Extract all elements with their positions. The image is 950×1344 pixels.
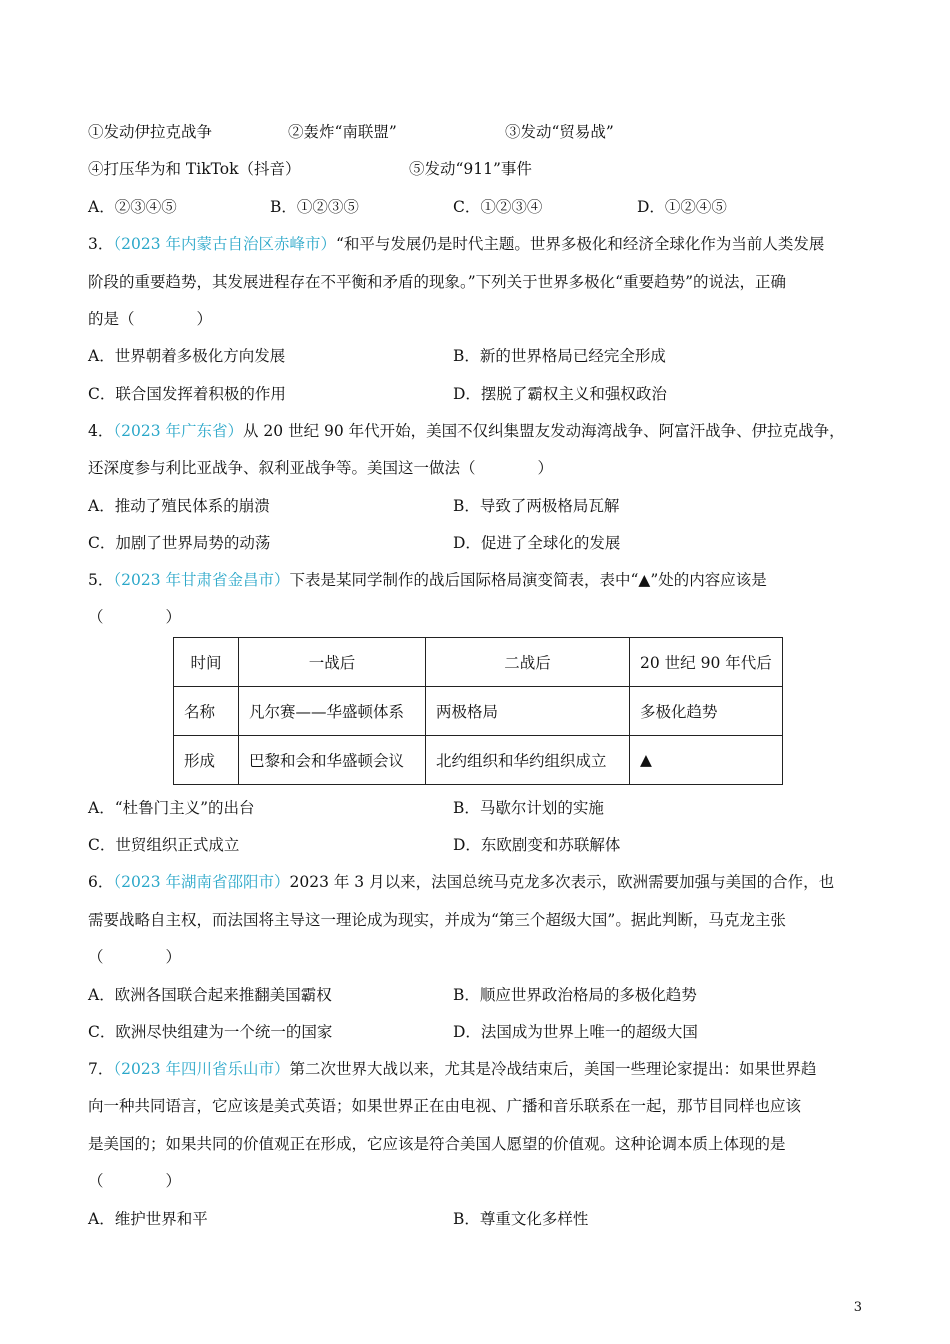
q3-stem-line2: 阶段的重要趋势，其发展进程存在不平衡和矛盾的现象。”下列关于世界多极化“重要趋势”的说法，正确 <box>88 273 787 291</box>
q7-stem-line3: 是美国的；如果共同的价值观正在形成，它应该是符合美国人愿望的价值观。这种论调本质上体现的是 <box>88 1135 786 1153</box>
q6-choice-c: C．欧洲尽快组建为一个统一的国家 <box>88 1023 333 1041</box>
table-cell: 形成 <box>174 736 239 785</box>
q4-choice-a: A．推动了殖民体系的崩溃 <box>88 497 270 515</box>
q4-source: （2023 年广东省） <box>113 422 243 440</box>
q2-item-4: ④打压华为和 TikTok（抖音） <box>88 160 301 178</box>
q3-stem <box>88 234 824 254</box>
table-cell: 20 世纪 90 年代后 <box>630 638 783 687</box>
table-cell: 多极化趋势 <box>630 687 783 736</box>
q4-stem-line2: 还深度参与利比亚战争、叙利亚战争等。美国这一做法（ ） <box>88 459 554 477</box>
q2-item-2: ②轰炸“南联盟” <box>288 123 397 141</box>
q7-choice-a: A．维护世界和平 <box>88 1210 208 1228</box>
q7-stem-line2: 向一种共同语言，它应该是美式英语；如果世界正在由电视、广播和音乐联系在一起，那节目同样也应该 <box>88 1097 802 1115</box>
q3-choice-d: D．摆脱了霸权主义和强权政治 <box>453 385 667 403</box>
q3-stem-line3: 的是（ ） <box>88 310 213 328</box>
q5-source: （2023 年甘肃省金昌市） <box>113 571 290 589</box>
q7-source: （2023 年四川省乐山市） <box>113 1060 290 1078</box>
q4-stem-line1: 从 20 世纪 90 年代开始，美国不仅纠集盟友发动海湾战争、阿富汗战争、伊拉克战争， <box>243 422 845 440</box>
table-cell: 时间 <box>174 638 239 687</box>
q7-stem-line1: 第二次世界大战以来，尤其是冷战结束后，美国一些理论家提出：如果世界趋 <box>289 1060 817 1078</box>
q3-stem-line1: “和平与发展仍是时代主题。世界多极化和经济全球化作为当前人类发展 <box>336 235 825 253</box>
q7-stem-line4: （ ） <box>88 1172 182 1190</box>
q6-choice-a: A．欧洲各国联合起来推翻美国霸权 <box>88 986 332 1004</box>
q4-number: 4． <box>88 422 114 440</box>
q4-choice-c: C．加剧了世界局势的动荡 <box>88 534 271 552</box>
q2-item-1: ①发动伊拉克战争 <box>88 123 213 141</box>
table-cell: 北约组织和华约组织成立 <box>426 736 630 785</box>
q3-choice-b: B．新的世界格局已经完全形成 <box>453 347 666 365</box>
table-cell: 名称 <box>174 687 239 736</box>
q3-choice-c: C．联合国发挥着积极的作用 <box>88 385 286 403</box>
q4-choice-b: B．导致了两极格局瓦解 <box>453 497 620 515</box>
q5-table <box>173 637 783 785</box>
q4-stem <box>88 421 845 441</box>
q5-choice-c: C．世贸组织正式成立 <box>88 836 240 854</box>
q5-stem <box>88 570 767 590</box>
table-cell: 凡尔赛——华盛顿体系 <box>239 687 426 736</box>
table-cell: 巴黎和会和华盛顿会议 <box>239 736 426 785</box>
q6-stem-line2: 需要战略自主权，而法国将主导这一理论成为现实，并成为“第三个超级大国”。据此判断，马克龙主张 <box>88 911 786 929</box>
q3-source: （2023 年内蒙古自治区赤峰市） <box>113 235 336 253</box>
q6-stem-line1: 2023 年 3 月以来，法国总统马克龙多次表示，欧洲需要加强与美国的合作，也 <box>289 873 835 891</box>
q6-number: 6． <box>88 873 114 891</box>
table-row <box>174 638 783 687</box>
q5-choice-b: B．马歇尔计划的实施 <box>453 799 604 817</box>
q3-number: 3． <box>88 235 114 253</box>
table-row <box>174 736 783 785</box>
table-cell: ▲ <box>630 736 783 785</box>
q2-choice-b: B．①②③⑤ <box>270 198 359 216</box>
q5-stem-line1: 下表是某同学制作的战后国际格局演变简表，表中“▲”处的内容应该是 <box>289 571 767 589</box>
q2-choice-c: C．①②③④ <box>453 198 543 216</box>
q5-choice-a: A．“杜鲁门主义”的出台 <box>88 799 255 817</box>
q7-choice-b: B．尊重文化多样性 <box>453 1210 589 1228</box>
q3-choice-a: A．世界朝着多极化方向发展 <box>88 347 286 365</box>
q5-stem-line2: （ ） <box>88 608 182 626</box>
q7-number: 7． <box>88 1060 114 1078</box>
q2-choice-a: A．②③④⑤ <box>88 198 177 216</box>
q2-item-5: ⑤发动“911”事件 <box>409 160 532 178</box>
q7-stem <box>88 1059 817 1079</box>
q2-item-3: ③发动“贸易战” <box>505 123 614 141</box>
q2-choice-d: D．①②④⑤ <box>637 198 727 216</box>
q6-source: （2023 年湖南省邵阳市） <box>113 873 290 891</box>
q6-choice-d: D．法国成为世界上唯一的超级大国 <box>453 1023 698 1041</box>
q6-stem <box>88 872 834 892</box>
q5-number: 5． <box>88 571 114 589</box>
page-number: 3 <box>853 1300 862 1315</box>
q6-choice-b: B．顺应世界政治格局的多极化趋势 <box>453 986 697 1004</box>
table-cell: 两极格局 <box>426 687 630 736</box>
q5-choice-d: D．东欧剧变和苏联解体 <box>453 836 621 854</box>
table-cell: 二战后 <box>426 638 630 687</box>
q6-stem-line3: （ ） <box>88 948 182 966</box>
table-cell: 一战后 <box>239 638 426 687</box>
q4-choice-d: D．促进了全球化的发展 <box>453 534 621 552</box>
table-row <box>174 687 783 736</box>
